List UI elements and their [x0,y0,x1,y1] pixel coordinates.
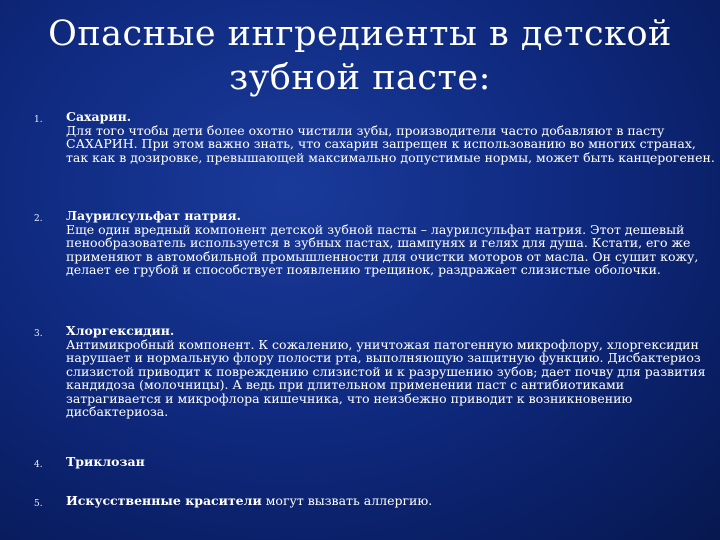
list-item-body: Еще один вредный компонент детской зубной пасты – лаурилсульфат натрия. Этот дешевый пенообразователь используется в зубных пастах, шампунях и гелях для душа. Кстати, его же применяют в автомобильной промышленности для очистки моторов от масла. Он сушит кожу, делает ее грубой и способствует появлению трещинок, раздражает слизистые оболочки. [66,221,699,277]
list-item-number: 4. [34,460,43,470]
list-item-text [66,455,716,469]
title-line-1: Опасные ингредиенты в детской [48,14,672,54]
list-item-text [66,209,716,277]
list-item-number: 2. [34,214,43,224]
slide-title [40,12,680,100]
list-item-text [66,110,716,164]
list-item-number: 5. [34,499,43,509]
list-item-text [66,324,716,419]
list-item-number: 1. [34,115,43,125]
title-line-2: зубной пасте: [229,58,491,98]
list-item-heading: Хлоргексидин. [66,323,175,338]
list-item-body: могут вызвать аллергию. [261,493,433,508]
list-item-body: Для того чтобы дети более охотно чистили зубы, производители часто добавляют в пасту САХАРИН. При этом важно знать, что сахарин запрещен к использованию во многих странах, так как в дозировке, превышающей максимально допустимые нормы, может быть канцерогенен. [66,122,715,165]
list-item-text [66,494,716,508]
list-item-number: 3. [34,329,43,339]
list-item-heading: Искусственные красители [66,493,262,508]
list-item-heading: Триклозан [66,454,145,469]
list-item-heading: Лаурилсульфат натрия. [66,208,241,223]
list-item-body: Антимикробный компонент. К сожалению, уничтожая патогенную микрофлору, хлоргексидин нарушает и нормальную флору полости рта, выполняющую защитную функцию. Дисбактериоз слизистой приводит к повреждению слизистой и к разрушению зубов; дает почву для развития кандидоза (молочницы). А ведь при длительном применении паст с антибиотиками затрагивается и микрофлора кишечника, что неизбежно приводит к возникновению дисбактериоза. [66,336,706,419]
list-item-heading: Сахарин. [66,109,132,124]
